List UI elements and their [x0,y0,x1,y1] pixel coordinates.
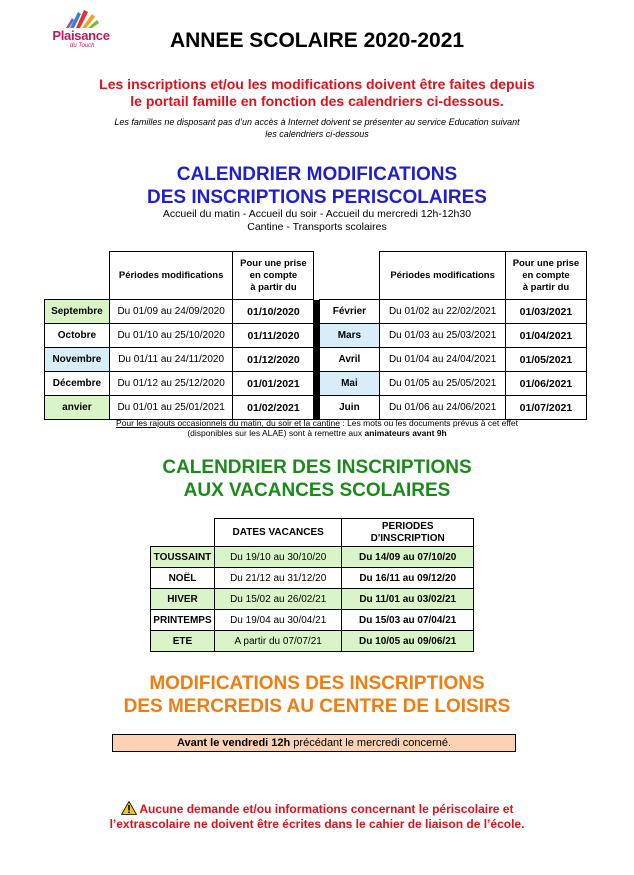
mercredis-title [0,672,634,718]
cell-start: 01/11/2020 [233,324,314,348]
cell-period: Du 01/12 au 25/12/2020 [109,372,233,396]
header-prise-line-2: en compte [249,269,298,281]
cell-start: 01/01/2021 [233,372,314,396]
logo-mark-icon [64,8,104,30]
cell-month: Novembre [45,348,110,372]
warning-line-1: Aucune demande et/ou informations concernant le périscolaire et [139,802,514,816]
cell-start: 01/07/2021 [505,396,586,420]
header-prise-line-1: Pour une prise [512,257,580,269]
cell-inscription: Du 15/03 au 07/04/21 [342,610,474,631]
cell-month: Septembre [45,300,110,324]
logo-subtext: du Touch [70,43,95,49]
header-periodes-line-1: PERIODES [381,520,434,532]
cell-start: 01/04/2021 [505,324,586,348]
cell-dates: Du 21/12 au 31/12/20 [214,568,341,589]
cell-period: Du 01/04 au 24/04/2021 [380,348,506,372]
periscolaire-row [45,300,587,324]
cell-month: Mai [319,372,380,396]
bottom-warning [60,801,574,832]
vacances-row [151,568,474,589]
cell-dates: A partir du 07/07/21 [214,631,341,652]
cell-dates: Du 19/04 au 30/04/21 [214,610,341,631]
cell-month: Avril [319,348,380,372]
periscolaire-row [45,324,587,348]
header-dates-vacances: DATES VACANCES [214,519,341,547]
warning-line-2: l’extrascolaire ne doivent être écrites dans le cahier de liaison de l’école. [109,817,525,831]
logo-text: Plaisance [52,28,110,43]
periscolaire-title [0,163,634,209]
cell-inscription: Du 14/09 au 07/10/20 [342,547,474,568]
cell-start: 01/12/2020 [233,348,314,372]
notice-italic-line-1: Les familles ne disposant pas d’un accès à Internet doivent se présenter au service Education suivant [114,117,520,127]
cell-period: Du 01/05 au 25/05/2021 [380,372,506,396]
page-title: ANNEE SCOLAIRE 2020-2021 [169,29,465,52]
cell-label: PRINTEMPS [151,610,215,631]
cell-period: Du 01/09 au 24/09/2020 [109,300,233,324]
mercredis-title-line-1: MODIFICATIONS DES INSCRIPTIONS [149,673,485,694]
cell-label: HIVER [151,589,215,610]
notice-line-2: le portail famille en fonction des calendriers ci-dessous. [130,93,504,109]
cell-label: NOËL [151,568,215,589]
footnote-underlined: Pour les rajouts occasionnels du matin, du soir et la cantine [116,418,340,428]
cell-start: 01/05/2021 [505,348,586,372]
vacances-row [151,589,474,610]
periscolaire-row [45,348,587,372]
cell-period: Du 01/06 au 24/06/2021 [380,396,506,420]
footnote-line-2: (disponibles sur les ALAE) sont à remettre aux [187,428,365,438]
cell-month: Mars [319,324,380,348]
notice-italic-line-2: les calendriers ci-dessous [265,129,369,139]
header-prise-left [233,252,314,300]
footnote-bold: animateurs avant 9h [364,428,447,438]
header-periods-left: Périodes modifications [109,252,233,300]
cell-month: Juin [319,396,380,420]
vacances-row [151,610,474,631]
cell-month: Octobre [45,324,110,348]
cell-label: ETE [151,631,215,652]
periscolaire-subtitle [0,208,634,234]
cell-start: 01/03/2021 [505,300,586,324]
cell-period: Du 01/01 au 25/01/2021 [109,396,233,420]
cell-start: 01/06/2021 [505,372,586,396]
vacances-title-line-1: CALENDRIER DES INSCRIPTIONS [162,457,472,478]
vacances-row [151,547,474,568]
header-prise-line-2: en compte [522,269,570,281]
header-prise-right [505,252,586,300]
cell-inscription: Du 10/05 au 09/06/21 [342,631,474,652]
cell-dates: Du 15/02 au 26/02/21 [214,589,341,610]
notice-red [60,76,574,110]
mercredis-deadline-rest: précédant le mercredi concerné. [290,737,452,749]
cell-label: TOUSSAINT [151,547,215,568]
mercredis-title-line-2: DES MERCREDIS AU CENTRE DE LOISIRS [123,696,511,717]
periscolaire-table [44,251,587,420]
periscolaire-title-line-2: DES INSCRIPTIONS PERISCOLAIRES [147,187,487,208]
periscolaire-subtitle-line-2: Cantine - Transports scolaires [247,221,387,233]
notice-italic [60,116,574,140]
cell-month: anvier [45,396,110,420]
periscolaire-title-line-1: CALENDRIER MODIFICATIONS [176,164,458,185]
cell-month: Décembre [45,372,110,396]
vacances-title [0,456,634,502]
vacances-title-line-2: AUX VACANCES SCOLAIRES [183,480,451,501]
header-prise-line-3: à partir du [522,281,570,293]
cell-inscription: Du 11/01 au 03/02/21 [342,589,474,610]
mercredis-deadline-box [112,734,516,752]
cell-month: Février [319,300,380,324]
header-periodes-inscription [342,519,474,547]
cell-dates: Du 19/10 au 30/10/20 [214,547,341,568]
header-periods-right: Périodes modifications [380,252,506,300]
header-prise-line-3: à partir du [250,281,297,293]
cell-inscription: Du 16/11 au 09/12/20 [342,568,474,589]
notice-line-1: Les inscriptions et/ou les modifications doivent être faites depuis [99,76,535,92]
cell-period: Du 01/11 au 24/11/2020 [109,348,233,372]
cell-start: 01/02/2021 [233,396,314,420]
periscolaire-subtitle-line-1: Accueil du matin - Accueil du soir - Accueil du mercredi 12h-12h30 [162,208,472,220]
cell-start: 01/10/2020 [233,300,314,324]
periscolaire-row [45,396,587,420]
cell-period: Du 01/03 au 25/03/2021 [380,324,506,348]
header-periodes-line-2: D'INSCRIPTION [370,532,445,544]
footnote-rest: : Les mots ou les documents prévus à cet effet [340,418,518,428]
periscolaire-row [45,372,587,396]
cell-period: Du 01/10 au 25/10/2020 [109,324,233,348]
warning-icon [121,801,137,815]
periscolaire-footnote [40,418,594,438]
header-prise-line-1: Pour une prise [240,257,307,269]
vacances-table [150,518,474,652]
vacances-row [151,631,474,652]
mercredis-deadline-bold: Avant le vendredi 12h [176,737,291,749]
cell-period: Du 01/02 au 22/02/2021 [380,300,506,324]
